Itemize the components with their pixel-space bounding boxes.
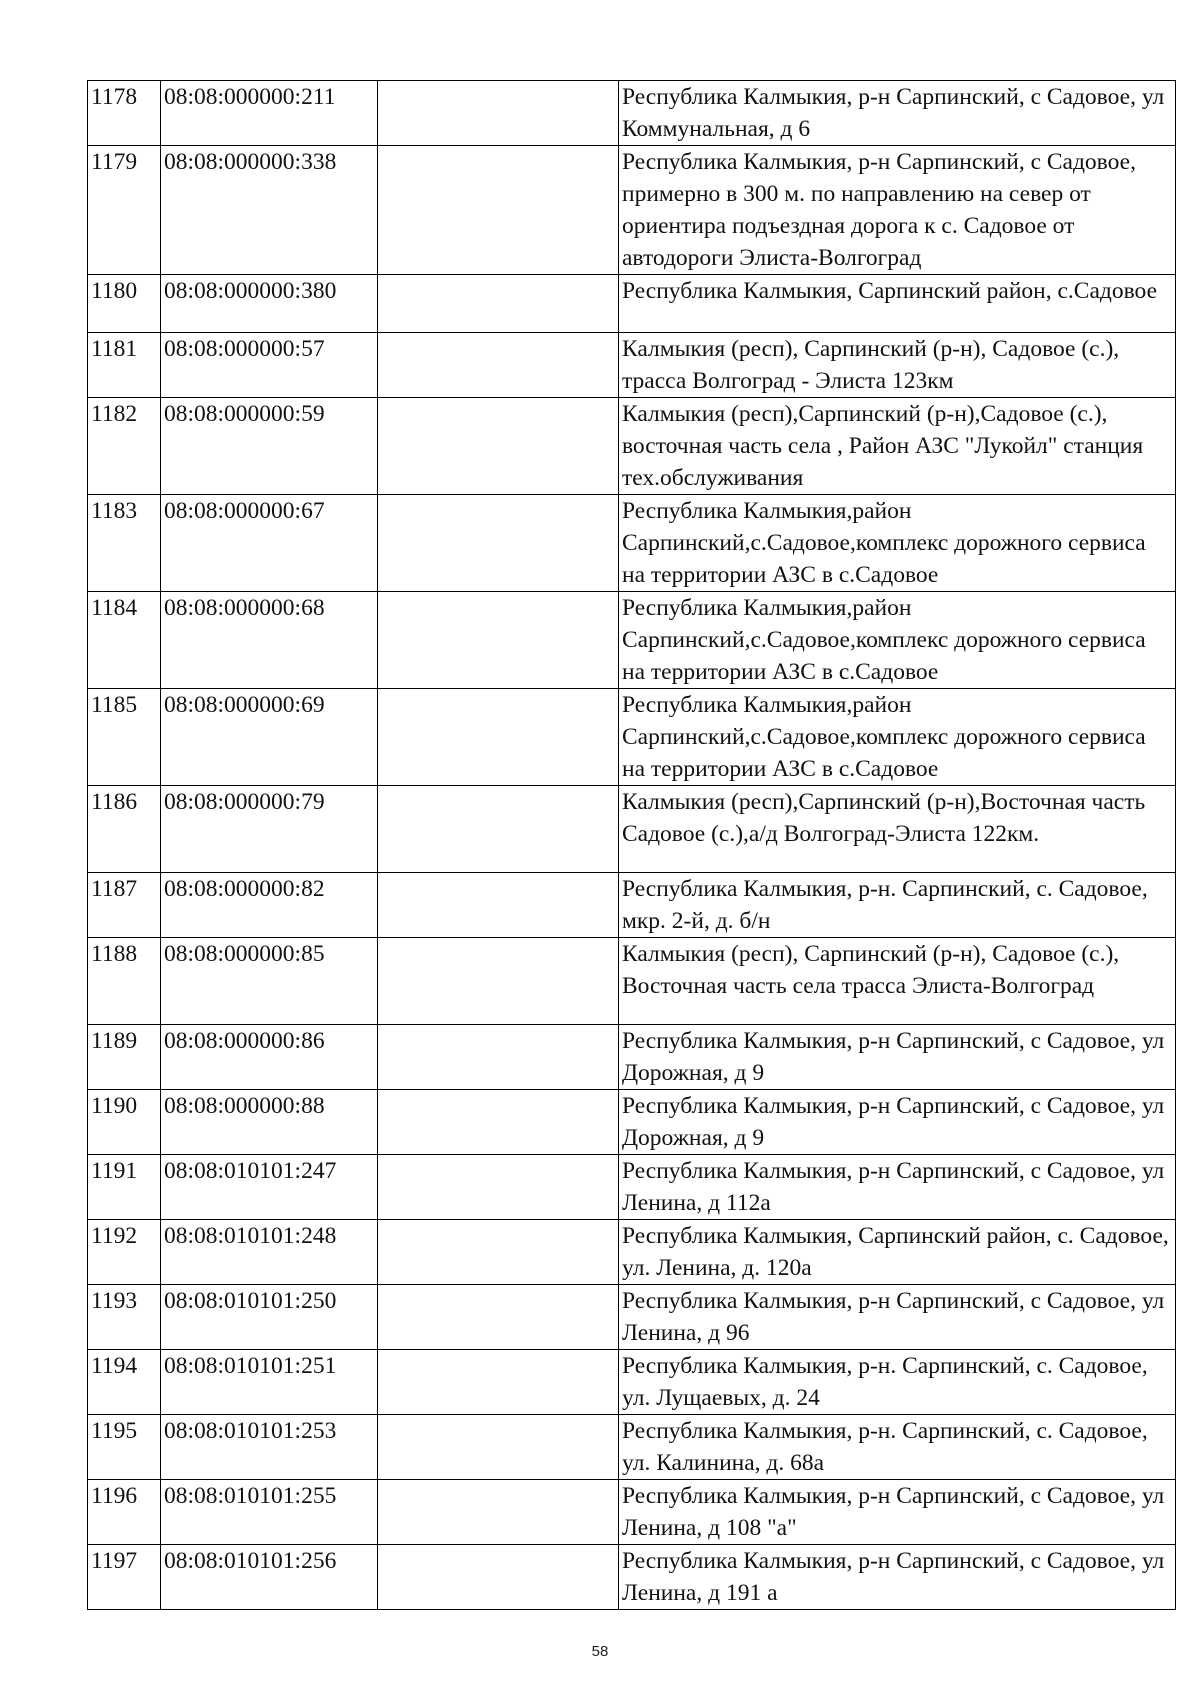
row-number: 1180 <box>88 275 161 333</box>
address: Республика Калмыкия,район Сарпинский,с.Садовое,комплекс дорожного сервиса на территории АЗС в с.Садовое <box>619 592 1176 689</box>
cadastral-number: 08:08:000000:82 <box>161 873 378 938</box>
empty-cell <box>378 495 619 592</box>
table-row <box>88 592 1176 689</box>
address: Республика Калмыкия,район Сарпинский,с.Садовое,комплекс дорожного сервиса на территории АЗС в с.Садовое <box>619 689 1176 786</box>
cadastral-number: 08:08:000000:211 <box>161 81 378 146</box>
row-number: 1194 <box>88 1350 161 1415</box>
row-number: 1188 <box>88 938 161 1025</box>
row-number: 1191 <box>88 1155 161 1220</box>
empty-cell <box>378 1285 619 1350</box>
row-number: 1193 <box>88 1285 161 1350</box>
address: Калмыкия (респ),Сарпинский (р-н),Садовое (с.), восточная часть села , Район АЗС "Лукойл" станция тех.обслуживания <box>619 398 1176 495</box>
cadastral-number: 08:08:010101:255 <box>161 1480 378 1545</box>
row-number: 1181 <box>88 333 161 398</box>
cadastral-number: 08:08:000000:57 <box>161 333 378 398</box>
empty-cell <box>378 398 619 495</box>
cadastral-number: 08:08:000000:67 <box>161 495 378 592</box>
empty-cell <box>378 689 619 786</box>
cadastral-number: 08:08:000000:86 <box>161 1025 378 1090</box>
row-number: 1189 <box>88 1025 161 1090</box>
cadastral-number: 08:08:010101:251 <box>161 1350 378 1415</box>
row-number: 1195 <box>88 1415 161 1480</box>
cadastral-number: 08:08:000000:68 <box>161 592 378 689</box>
address: Республика Калмыкия, р-н. Сарпинский, с. Садовое, ул. Калинина, д. 68а <box>619 1415 1176 1480</box>
empty-cell <box>378 938 619 1025</box>
address: Республика Калмыкия, Сарпинский район, с. Садовое, ул. Ленина, д. 120а <box>619 1220 1176 1285</box>
empty-cell <box>378 1350 619 1415</box>
cadastral-number: 08:08:000000:79 <box>161 786 378 873</box>
cadastral-number: 08:08:000000:338 <box>161 146 378 275</box>
address: Республика Калмыкия, р-н Сарпинский, с Садовое, ул Ленина, д 191 а <box>619 1545 1176 1610</box>
table-row <box>88 275 1176 333</box>
address: Республика Калмыкия, р-н Сарпинский, с Садовое, примерно в 300 м. по направлению на север от ориентира подъездная дорога к с. Садовое от автодороги Элиста-Волгоград <box>619 146 1176 275</box>
cadastral-number: 08:08:010101:256 <box>161 1545 378 1610</box>
table-row <box>88 333 1176 398</box>
table-row <box>88 495 1176 592</box>
table-row <box>88 1220 1176 1285</box>
address: Республика Калмыкия, р-н Сарпинский, с Садовое, ул Дорожная, д 9 <box>619 1025 1176 1090</box>
address: Республика Калмыкия, р-н. Сарпинский, с. Садовое, мкр. 2-й, д. б/н <box>619 873 1176 938</box>
row-number: 1196 <box>88 1480 161 1545</box>
row-number: 1184 <box>88 592 161 689</box>
table-row <box>88 398 1176 495</box>
empty-cell <box>378 81 619 146</box>
table-row <box>88 81 1176 146</box>
table-row <box>88 938 1176 1025</box>
row-number: 1190 <box>88 1090 161 1155</box>
address: Республика Калмыкия, р-н Сарпинский, с Садовое, ул Дорожная, д 9 <box>619 1090 1176 1155</box>
cadastral-number: 08:08:000000:59 <box>161 398 378 495</box>
cadastral-number: 08:08:000000:85 <box>161 938 378 1025</box>
empty-cell <box>378 1220 619 1285</box>
address: Калмыкия (респ), Сарпинский (р-н), Садовое (с.), Восточная часть села трасса Элиста-Волгоград <box>619 938 1176 1025</box>
row-number: 1186 <box>88 786 161 873</box>
empty-cell <box>378 1545 619 1610</box>
cadastral-number: 08:08:000000:88 <box>161 1090 378 1155</box>
address: Республика Калмыкия, р-н Сарпинский, с Садовое, ул Коммунальная, д 6 <box>619 81 1176 146</box>
property-registry-table <box>87 80 1176 1610</box>
cadastral-number: 08:08:010101:250 <box>161 1285 378 1350</box>
empty-cell <box>378 1415 619 1480</box>
empty-cell <box>378 786 619 873</box>
row-number: 1182 <box>88 398 161 495</box>
cadastral-number: 08:08:010101:253 <box>161 1415 378 1480</box>
row-number: 1178 <box>88 81 161 146</box>
table-row <box>88 1155 1176 1220</box>
table-body <box>88 81 1176 1610</box>
table-row <box>88 1285 1176 1350</box>
empty-cell <box>378 1155 619 1220</box>
address: Республика Калмыкия, р-н Сарпинский, с Садовое, ул Ленина, д 108 "а" <box>619 1480 1176 1545</box>
table-row <box>88 1025 1176 1090</box>
empty-cell <box>378 275 619 333</box>
row-number: 1192 <box>88 1220 161 1285</box>
row-number: 1187 <box>88 873 161 938</box>
empty-cell <box>378 873 619 938</box>
cadastral-number: 08:08:000000:380 <box>161 275 378 333</box>
address: Республика Калмыкия, р-н. Сарпинский, с. Садовое, ул. Лущаевых, д. 24 <box>619 1350 1176 1415</box>
cadastral-number: 08:08:010101:247 <box>161 1155 378 1220</box>
empty-cell <box>378 1025 619 1090</box>
address: Республика Калмыкия, р-н Сарпинский, с Садовое, ул Ленина, д 96 <box>619 1285 1176 1350</box>
empty-cell <box>378 333 619 398</box>
address: Республика Калмыкия, Сарпинский район, с.Садовое <box>619 275 1176 333</box>
table-row <box>88 1090 1176 1155</box>
row-number: 1197 <box>88 1545 161 1610</box>
table-row <box>88 1480 1176 1545</box>
address: Республика Калмыкия, р-н Сарпинский, с Садовое, ул Ленина, д 112а <box>619 1155 1176 1220</box>
page-number: 58 <box>591 1643 609 1660</box>
empty-cell <box>378 592 619 689</box>
row-number: 1185 <box>88 689 161 786</box>
table-row <box>88 146 1176 275</box>
cadastral-number: 08:08:000000:69 <box>161 689 378 786</box>
table-row <box>88 873 1176 938</box>
address: Республика Калмыкия,район Сарпинский,с.Садовое,комплекс дорожного сервиса на территории АЗС в с.Садовое <box>619 495 1176 592</box>
row-number: 1183 <box>88 495 161 592</box>
row-number: 1179 <box>88 146 161 275</box>
table-row <box>88 786 1176 873</box>
address: Калмыкия (респ),Сарпинский (р-н),Восточная часть Садовое (с.),а/д Волгоград-Элиста 122км. <box>619 786 1176 873</box>
cadastral-number: 08:08:010101:248 <box>161 1220 378 1285</box>
table-row <box>88 1415 1176 1480</box>
empty-cell <box>378 146 619 275</box>
table-row <box>88 1545 1176 1610</box>
table-row <box>88 1350 1176 1415</box>
table-row <box>88 689 1176 786</box>
empty-cell <box>378 1480 619 1545</box>
empty-cell <box>378 1090 619 1155</box>
address: Калмыкия (респ), Сарпинский (р-н), Садовое (с.), трасса Волгоград - Элиста 123км <box>619 333 1176 398</box>
